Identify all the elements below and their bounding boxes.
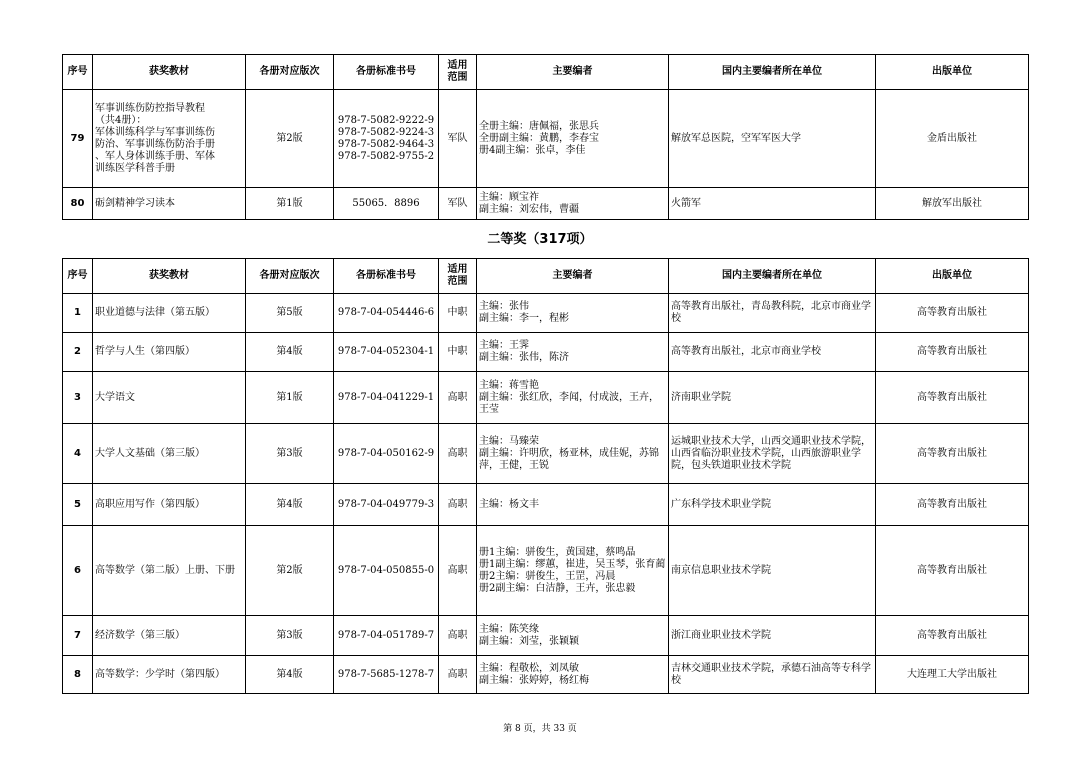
row-publisher: 高等教育出版社 bbox=[876, 526, 1029, 616]
table-row bbox=[63, 188, 1029, 220]
row-units: 南京信息职业技术学院 bbox=[669, 526, 876, 616]
col-header-edition: 各册对应版次 bbox=[246, 259, 334, 294]
row-seq: 2 bbox=[63, 333, 93, 372]
row-edition: 第1版 bbox=[246, 188, 334, 220]
awards-table-first-prize-continued bbox=[62, 54, 1029, 220]
row-publisher: 高等教育出版社 bbox=[876, 484, 1029, 526]
row-units: 解放军总医院，空军军医大学 bbox=[669, 90, 876, 188]
row-isbn: 978-7-5082-9222-9 978-7-5082-9224-3 978-7-5082-9464-3 978-7-5082-9755-2 bbox=[334, 90, 439, 188]
row-seq: 79 bbox=[63, 90, 93, 188]
row-editors: 主编：程敬松，刘凤敏 副主编：张婷婷，杨红梅 bbox=[477, 656, 669, 694]
row-units: 吉林交通职业技术学院，承德石油高等专科学校 bbox=[669, 656, 876, 694]
row-isbn: 978-7-04-052304-1 bbox=[334, 333, 439, 372]
row-units: 高等教育出版社，北京市商业学校 bbox=[669, 333, 876, 372]
row-title: 大学语文 bbox=[93, 372, 246, 424]
row-editors: 主编：顾宝祚 副主编：刘宏伟，曹疆 bbox=[477, 188, 669, 220]
page-footer: 第 8 页，共 33 页 bbox=[503, 724, 577, 734]
row-seq: 80 bbox=[63, 188, 93, 220]
col-header-editors: 主要编者 bbox=[477, 259, 669, 294]
row-title: 砺剑精神学习读本 bbox=[93, 188, 246, 220]
row-scope: 高职 bbox=[439, 484, 477, 526]
row-units: 广东科学技术职业学院 bbox=[669, 484, 876, 526]
row-seq: 7 bbox=[63, 616, 93, 656]
row-title: 职业道德与法律（第五版） bbox=[93, 294, 246, 333]
row-publisher: 解放军出版社 bbox=[876, 188, 1029, 220]
row-title: 高职应用写作（第四版） bbox=[93, 484, 246, 526]
row-title: 军事训练伤防控指导教程 （共4册）： 军体训练科学与军事训练伤 防治、军事训练伤防治手册 、军人身体训练手册、军体 训练医学科普手册 bbox=[93, 90, 246, 188]
col-header-title: 获奖教材 bbox=[93, 259, 246, 294]
table-row bbox=[63, 526, 1029, 616]
col-header-scope: 适用 范围 bbox=[439, 55, 477, 90]
row-publisher: 高等教育出版社 bbox=[876, 294, 1029, 333]
row-seq: 1 bbox=[63, 294, 93, 333]
row-seq: 3 bbox=[63, 372, 93, 424]
row-title: 经济数学（第三版） bbox=[93, 616, 246, 656]
row-scope: 军队 bbox=[439, 188, 477, 220]
col-header-seq: 序号 bbox=[63, 55, 93, 90]
row-edition: 第2版 bbox=[246, 90, 334, 188]
row-scope: 中职 bbox=[439, 333, 477, 372]
table-row bbox=[63, 294, 1029, 333]
row-units: 火箭军 bbox=[669, 188, 876, 220]
col-header-scope: 适用 范围 bbox=[439, 259, 477, 294]
row-publisher: 金盾出版社 bbox=[876, 90, 1029, 188]
row-editors: 主编：陈笑缘 副主编：刘莹，张颖颖 bbox=[477, 616, 669, 656]
row-units: 运城职业技术大学，山西交通职业技术学院，山西省临汾职业技术学院，山西旅游职业学院，包头铁道职业技术学院 bbox=[669, 424, 876, 484]
row-seq: 4 bbox=[63, 424, 93, 484]
col-header-editors: 主要编者 bbox=[477, 55, 669, 90]
row-isbn: 978-7-04-050855-0 bbox=[334, 526, 439, 616]
awards-table-second-prize bbox=[62, 258, 1029, 694]
row-isbn: 978-7-04-051789-7 bbox=[334, 616, 439, 656]
table-row bbox=[63, 333, 1029, 372]
row-isbn: 55065．8896 bbox=[334, 188, 439, 220]
row-scope: 中职 bbox=[439, 294, 477, 333]
row-isbn: 978-7-04-054446-6 bbox=[334, 294, 439, 333]
col-header-edition: 各册对应版次 bbox=[246, 55, 334, 90]
col-header-units: 国内主要编者所在单位 bbox=[669, 259, 876, 294]
row-edition: 第1版 bbox=[246, 372, 334, 424]
row-edition: 第4版 bbox=[246, 333, 334, 372]
row-publisher: 高等教育出版社 bbox=[876, 616, 1029, 656]
col-header-isbn: 各册标准书号 bbox=[334, 55, 439, 90]
header-row bbox=[63, 55, 1029, 90]
row-seq: 5 bbox=[63, 484, 93, 526]
table-row bbox=[63, 424, 1029, 484]
row-publisher: 高等教育出版社 bbox=[876, 372, 1029, 424]
row-title: 哲学与人生（第四版） bbox=[93, 333, 246, 372]
col-header-publisher: 出版单位 bbox=[876, 55, 1029, 90]
row-editors: 主编：杨文丰 bbox=[477, 484, 669, 526]
row-isbn: 978-7-5685-1278-7 bbox=[334, 656, 439, 694]
row-edition: 第3版 bbox=[246, 616, 334, 656]
table-row bbox=[63, 484, 1029, 526]
row-editors: 册1主编：骈俊生，黄国建，蔡鸣晶 册1副主编：缪蕙，崔进，吴玉琴，张育蔺 册2主编：骈俊生，王罡，冯晨 册2副主编：白洁静，王卉，张忠毅 bbox=[477, 526, 669, 616]
row-title: 高等数学：少学时（第四版） bbox=[93, 656, 246, 694]
row-isbn: 978-7-04-050162-9 bbox=[334, 424, 439, 484]
col-header-isbn: 各册标准书号 bbox=[334, 259, 439, 294]
col-header-seq: 序号 bbox=[63, 259, 93, 294]
row-scope: 高职 bbox=[439, 372, 477, 424]
row-publisher: 大连理工大学出版社 bbox=[876, 656, 1029, 694]
table-row bbox=[63, 372, 1029, 424]
row-scope: 高职 bbox=[439, 656, 477, 694]
row-scope: 高职 bbox=[439, 616, 477, 656]
row-scope: 高职 bbox=[439, 526, 477, 616]
row-title: 大学人文基础（第三版） bbox=[93, 424, 246, 484]
row-title: 高等数学（第二版）上册、下册 bbox=[93, 526, 246, 616]
row-units: 浙江商业职业技术学院 bbox=[669, 616, 876, 656]
row-editors: 主编：王霁 副主编：张伟，陈济 bbox=[477, 333, 669, 372]
row-edition: 第5版 bbox=[246, 294, 334, 333]
row-seq: 6 bbox=[63, 526, 93, 616]
row-isbn: 978-7-04-041229-1 bbox=[334, 372, 439, 424]
col-header-publisher: 出版单位 bbox=[876, 259, 1029, 294]
row-scope: 军队 bbox=[439, 90, 477, 188]
header-row bbox=[63, 259, 1029, 294]
section-title: 二等奖（317项） bbox=[487, 232, 593, 247]
col-header-title: 获奖教材 bbox=[93, 55, 246, 90]
row-edition: 第4版 bbox=[246, 484, 334, 526]
table-row bbox=[63, 90, 1029, 188]
row-publisher: 高等教育出版社 bbox=[876, 333, 1029, 372]
table-row bbox=[63, 656, 1029, 694]
row-editors: 主编：马臻荣 副主编：许明欣，杨亚林，成佳妮，苏锦萍，王健，王锐 bbox=[477, 424, 669, 484]
col-header-units: 国内主要编者所在单位 bbox=[669, 55, 876, 90]
row-units: 济南职业学院 bbox=[669, 372, 876, 424]
table-row bbox=[63, 616, 1029, 656]
row-units: 高等教育出版社，青岛教科院，北京市商业学校 bbox=[669, 294, 876, 333]
row-edition: 第3版 bbox=[246, 424, 334, 484]
row-publisher: 高等教育出版社 bbox=[876, 424, 1029, 484]
row-scope: 高职 bbox=[439, 424, 477, 484]
row-isbn: 978-7-04-049779-3 bbox=[334, 484, 439, 526]
row-edition: 第4版 bbox=[246, 656, 334, 694]
row-seq: 8 bbox=[63, 656, 93, 694]
row-editors: 主编：张伟 副主编：李一，程彬 bbox=[477, 294, 669, 333]
row-edition: 第2版 bbox=[246, 526, 334, 616]
row-editors: 主编：蒋雪艳 副主编：张红欣，李闻，付成波，王卉，王莹 bbox=[477, 372, 669, 424]
row-editors: 全册主编：唐佩福，张思兵 全册副主编：黄鹏，李春宝 册4副主编：张卓，李佳 bbox=[477, 90, 669, 188]
